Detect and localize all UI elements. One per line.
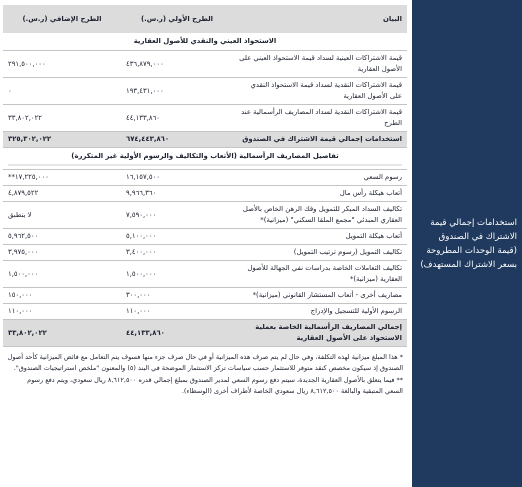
table-row <box>3 105 407 132</box>
table-row <box>3 170 407 186</box>
row-initial-value: ٤٤,١٣٣,٨٦٠ <box>121 105 233 132</box>
row-initial-value: ١٩٣,٤٣١,٠٠٠ <box>121 78 233 105</box>
row-additional-value: ٠ <box>3 78 121 105</box>
row-label: الرسوم الأولية للتسجيل والإدراج <box>233 304 407 320</box>
row-additional-value: ١٥٠,٠٠٠ <box>3 288 121 304</box>
table-row <box>3 186 407 202</box>
total-label: إجمالي المصاريف الرأسمالية الخاصة بعملية الاستحواذ على الأصول العقارية <box>233 320 407 347</box>
header-additional-offering: الطرح الإضافي (ر.س.) <box>3 5 121 33</box>
section-heading-capital-expenses <box>3 148 407 170</box>
row-initial-value: ٩,٩٦٦,٣٦٠ <box>121 186 233 202</box>
footnotes <box>3 352 407 396</box>
row-label: تكاليف التعاملات الخاصة بدراسات نفي الجهالة للأصول العقارية (ميزانية)* <box>233 261 407 288</box>
row-additional-value: ٤,٨٧٩,٥٢٢ <box>3 186 121 202</box>
footnote-acquisition-fee: ** فيما يتعلق بالأصول العقارية الجديدة، سيتم دفع رسوم السعي لمدير الصندوق بمبلغ إجمالي قدره ٨,٦١٢,٥٠٠ ريال سعودي، ويتم دفع رسوم السعي المتبقية والبالغة ٨,٦١٢,٥٠٠ ريال سعودي الخاصة لأطراف أخرى (الوسطاء). <box>27 376 403 395</box>
sidebar-panel <box>412 0 522 487</box>
row-additional-value: ١١٠,٠٠٠ <box>3 304 121 320</box>
table-row <box>3 304 407 320</box>
row-label: قيمة الاشتراكات العينية لسداد قيمة الاستحواذ العيني على الأصول العقارية <box>233 51 407 78</box>
row-additional-value: **١٧,٢٢٥,٠٠٠ <box>3 170 121 186</box>
table-row <box>3 245 407 261</box>
section-heading-acquisition <box>3 33 407 51</box>
table-row <box>3 51 407 78</box>
row-label: أتعاب هيكلة رأس مال <box>233 186 407 202</box>
table-row <box>3 288 407 304</box>
total-additional-value: ٣٢٥,٣٠٢,٠٢٢ <box>3 132 121 148</box>
row-initial-value: ٣,٤٠٠,٠٠٠ <box>121 245 233 261</box>
row-label: قيمة الاشتراكات النقدية لسداد المصاريف الرأسمالية عند الطرح <box>233 105 407 132</box>
row-initial-value: ٥,١٠٠,٠٠٠ <box>121 229 233 245</box>
header-initial-offering: الطرح الأولي (ر.س.) <box>121 5 233 33</box>
row-label: قيمة الاشتراكات النقدية لسداد قيمة الاستحواذ النقدي على الأصول العقارية <box>233 78 407 105</box>
total-initial-value: ٤٤,١٣٣,٨٦٠ <box>121 320 233 347</box>
total-label: استخدامات إجمالي قيمة الاشتراك في الصندوق <box>233 132 407 148</box>
row-additional-value: ٣,٩٧٥,٠٠٠ <box>3 245 121 261</box>
total-initial-value: ٦٧٤,٤٤٣,٨٦٠ <box>121 132 233 148</box>
section-divider <box>8 164 402 166</box>
table-header-row <box>3 5 407 33</box>
table-row <box>3 78 407 105</box>
header-statement: البيان <box>233 5 407 33</box>
section-title: تفاصيل المصاريف الرأسمالية (الأتعاب والتكاليف والرسوم الأولية غير المتكررة) <box>71 152 339 160</box>
row-initial-value: ١١٠,٠٠٠ <box>121 304 233 320</box>
table-row <box>3 261 407 288</box>
section-title: الاستحواذ العيني والنقدي للأصول العقارية <box>3 33 407 51</box>
row-initial-value: ٤٣٦,٨٧٩,٠٠٠ <box>121 51 233 78</box>
row-initial-value: ١,٥٠٠,٠٠٠ <box>121 261 233 288</box>
row-label: تكاليف السداد المبكر للتمويل وفك الرهن الخاص بالأصل العقاري المبدئي "مجمع الملقا السكني" (ميزانية)* <box>233 202 407 229</box>
row-additional-value: ٥,٩٦٢,٥٠٠ <box>3 229 121 245</box>
total-additional-value: ٣٣,٨٠٢,٠٢٢ <box>3 320 121 347</box>
row-additional-value: لا ينطبق <box>3 202 121 229</box>
total-row-capital-expenses <box>3 320 407 347</box>
row-additional-value: ٣٣,٨٠٢,٠٢٢ <box>3 105 121 132</box>
row-label: رسوم السعي <box>233 170 407 186</box>
row-label: مصاريف أخرى - أتعاب المستشار القانوني (ميزانية)* <box>233 288 407 304</box>
row-initial-value: ٣٠٠,٠٠٠ <box>121 288 233 304</box>
footnote-budget: * هذا المبلغ ميزانية لهذه التكلفة، وفي حال لم يتم صرف هذه الميزانية أو في حال صرف جزء منها فسوف يتم التعامل مع فائض الميزانية كأحد أصول الصندوق إذ سيكون مخصص كنقد متوفر للاستثمار حسب سياسات تركز الاستثمار الموضحة في البند (٥) والمعنون "ملخص استراتيجيات الصندوق". <box>7 353 403 372</box>
total-row-subscription <box>3 132 407 148</box>
row-additional-value: ١,٥٠٠,٠٠٠ <box>3 261 121 288</box>
main-content <box>3 5 407 398</box>
sidebar-caption: استخدامات إجمالي قيمة الاشتراك في الصندوق (قيمة الوحدات المطروحة بسعر الاشتراك المستهدف) <box>420 217 517 270</box>
row-label: أتعاب هيكلة التمويل <box>233 229 407 245</box>
table-row <box>3 229 407 245</box>
row-label: تكاليف التمويل (رسوم ترتيب التمويل) <box>233 245 407 261</box>
row-initial-value: ٧,٥٩٠,٠٠٠ <box>121 202 233 229</box>
row-initial-value: ١٦,١٥٧,٥٠٠ <box>121 170 233 186</box>
row-additional-value: ٢٩١,٥٠٠,٠٠٠ <box>3 51 121 78</box>
capital-expenses-table <box>3 5 407 347</box>
table-row <box>3 202 407 229</box>
